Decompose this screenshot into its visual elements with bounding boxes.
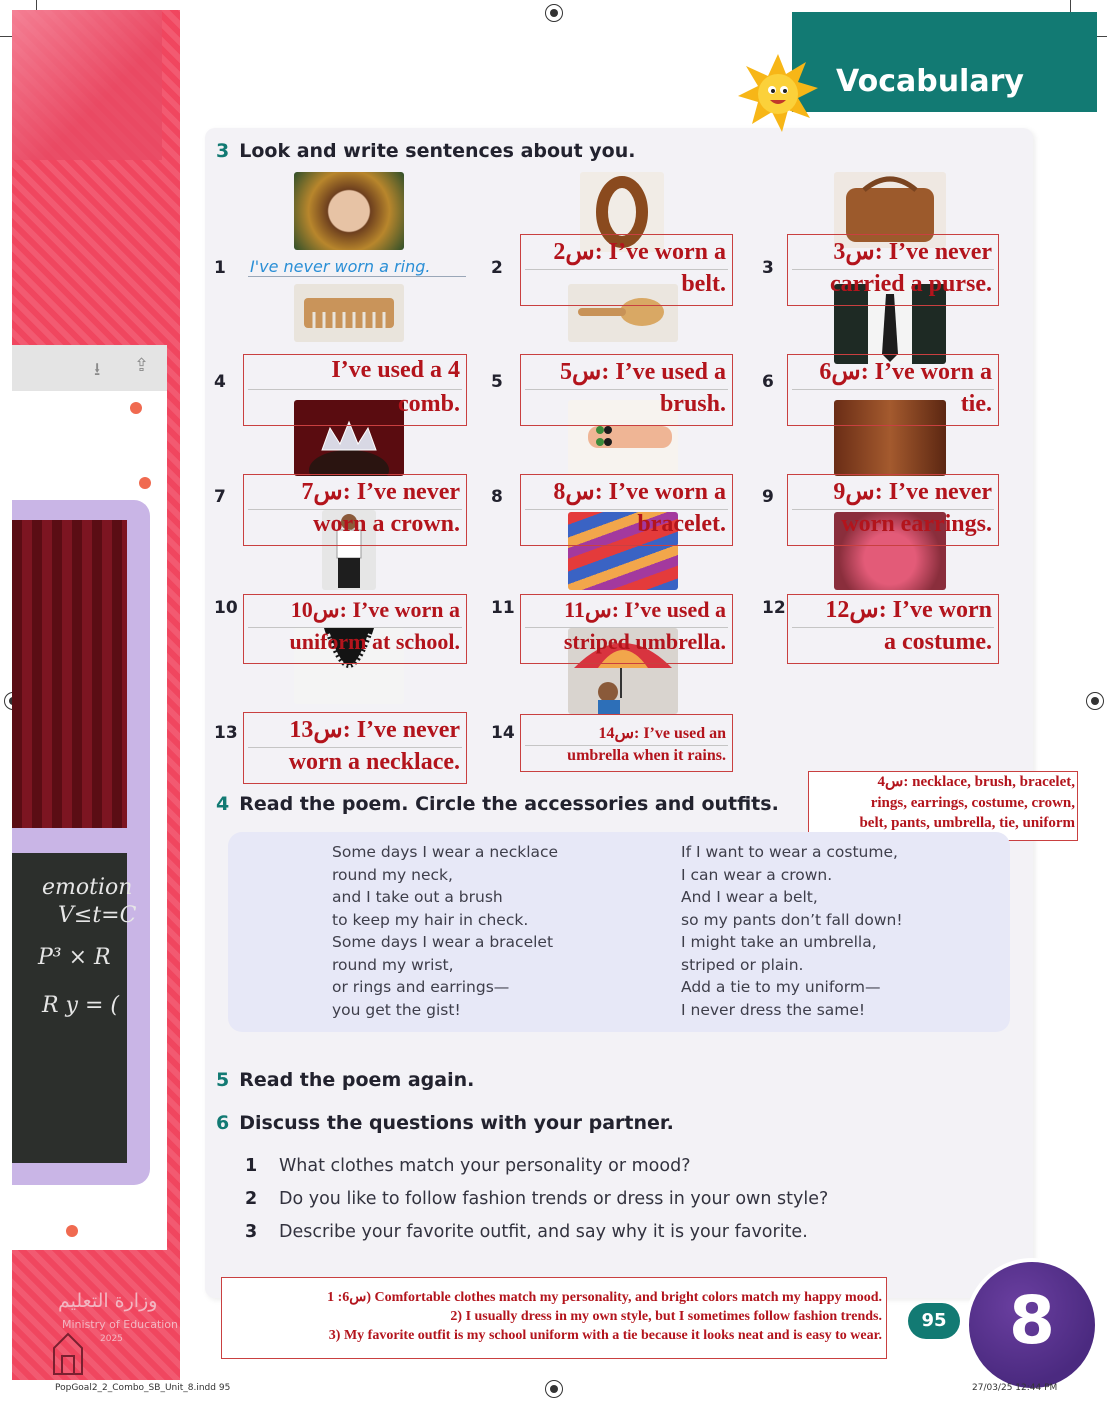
poem-line: If I want to wear a costume, <box>681 843 898 861</box>
item-number: 9 <box>762 487 774 507</box>
preview-photo-curtain <box>12 520 127 828</box>
answer-line: worn earrings. <box>841 511 992 537</box>
answer-line: س6: I’ve worn a <box>819 359 992 385</box>
question-text: Describe your favorite outfit, and say why it is your favorite. <box>279 1222 808 1242</box>
answer-box-4[interactable] <box>243 354 467 426</box>
chalk-text: P³ × R <box>38 945 111 970</box>
question-number: 2 <box>245 1189 258 1209</box>
exercise-6-heading <box>216 1112 674 1134</box>
question-text: Do you like to follow fashion trends or dress in your own style? <box>279 1189 829 1209</box>
writing-line <box>792 509 994 510</box>
answer-box-7[interactable] <box>243 474 467 546</box>
writing-line <box>248 389 462 390</box>
answer-line: I’ve used a 4 <box>331 357 460 383</box>
decor-dot <box>130 402 142 414</box>
registration-mark <box>545 1380 563 1398</box>
item-number: 4 <box>214 372 226 392</box>
answer-box-5[interactable] <box>520 354 733 426</box>
exercise-number: 5 <box>216 1069 230 1091</box>
poem-line: to keep my hair in check. <box>332 910 529 929</box>
answer-box-11[interactable] <box>520 594 733 664</box>
discussion-question <box>245 1222 808 1242</box>
answer-box-12[interactable] <box>787 594 999 664</box>
writing-line <box>525 627 728 628</box>
writing-line <box>792 627 994 628</box>
answer-box-14[interactable] <box>520 714 733 772</box>
ring-photo <box>294 172 404 250</box>
download-icon[interactable]: ⭳ <box>94 359 101 380</box>
item-number: 7 <box>214 487 226 507</box>
answer-line: tie. <box>960 391 992 417</box>
writing-line <box>248 509 462 510</box>
answer-line: س7: I’ve never <box>301 479 460 505</box>
answer-line: belt, pants, umbrella, tie, uniform <box>859 815 1075 831</box>
answer-line: س11: I’ve used a <box>564 597 726 622</box>
answer-line: س14: I’ve used an <box>598 725 726 742</box>
writing-line <box>525 509 728 510</box>
answer-line: س2: I’ve worn a <box>553 239 726 265</box>
decor-dot <box>139 477 151 489</box>
ministry-year: 2025 <box>100 1334 123 1344</box>
unit-number-badge: 8 <box>965 1258 1099 1392</box>
comb-photo <box>294 284 404 342</box>
page-number: 95 <box>908 1303 960 1339</box>
answer-line: striped umbrella. <box>563 629 726 654</box>
chalk-text: R y = ( <box>42 993 119 1018</box>
preview-photo-chalkboard <box>12 853 137 1163</box>
answer-line: س10: I’ve worn a <box>290 597 460 622</box>
item-number: 1 <box>214 258 226 278</box>
answer-line: س4: necklace, brush, bracelet, <box>877 774 1075 790</box>
ministry-english: Ministry of Education <box>62 1318 179 1331</box>
writing-line <box>525 745 728 746</box>
poem-line: Some days I wear a necklace <box>332 843 559 861</box>
answer-line: rings, earrings, costume, crown, <box>870 794 1075 811</box>
exercise-number: 6 <box>216 1112 230 1134</box>
item-number: 10 <box>214 598 238 618</box>
item-number: 14 <box>491 723 515 743</box>
decor-dot <box>66 1225 78 1237</box>
answer-line: umbrella when it rains. <box>567 747 726 764</box>
poem-stanza-right <box>681 841 903 1021</box>
answer-line: brush. <box>659 391 726 417</box>
answer-box-10[interactable] <box>243 594 467 664</box>
poem-stanza-left <box>332 841 558 1021</box>
answer-box-8[interactable] <box>520 474 733 546</box>
answer-line: س3: I’ve never <box>833 239 992 265</box>
poem-line: round my neck, <box>332 865 453 884</box>
poem-line: striped or plain. <box>681 955 804 974</box>
chalk-text: emotion <box>42 875 133 900</box>
item-number: 8 <box>491 487 503 507</box>
exercise-title: Read the poem again. <box>239 1069 475 1091</box>
writing-line <box>248 627 462 628</box>
writing-line <box>792 269 994 270</box>
footer-file-info: PopGoal2_2_Combo_SB_Unit_8.indd 95 <box>55 1383 231 1393</box>
ministry-logo-text: وزارة التعليم <box>58 1290 158 1312</box>
poem-line: and I take out a brush <box>332 888 503 906</box>
answer-line: belt. <box>681 271 726 297</box>
writing-line <box>525 269 728 270</box>
sun-mascot-icon <box>736 52 820 136</box>
discussion-question <box>245 1156 691 1176</box>
preview-toolbar <box>12 345 167 391</box>
answer-line: uniform at school. <box>289 629 460 654</box>
answer-box-13[interactable] <box>243 712 467 784</box>
answer-line: س12: I’ve worn <box>825 597 992 623</box>
item-number: 5 <box>491 372 503 392</box>
poem-line: Add a tie to my uniform— <box>681 978 881 996</box>
poem-line: I never dress the same! <box>681 1000 866 1019</box>
answer-box-6[interactable] <box>787 354 999 426</box>
exercise-title: Read the poem. Circle the accessories and outfits. <box>239 793 779 815</box>
poem-line: I might take an umbrella, <box>681 933 877 951</box>
accessories-answer-box[interactable] <box>808 771 1078 841</box>
exercise-title: Discuss the questions with your partner. <box>239 1112 674 1134</box>
poem-line: I can wear a crown. <box>681 865 833 884</box>
answer-line: 2) I usually dress in my own style, but I sometimes follow fashion trends. <box>450 1309 882 1324</box>
exercise-number: 3 <box>216 140 230 162</box>
chalk-text: V≤t=C <box>58 903 137 928</box>
item-number: 11 <box>491 598 515 618</box>
poem-line: And I wear a belt, <box>681 888 818 906</box>
example-answer: I've never worn a ring. <box>250 257 431 276</box>
item-number: 6 <box>762 372 774 392</box>
answer-line: comb. <box>398 391 460 417</box>
item-number: 13 <box>214 723 238 743</box>
page-fold-decor <box>12 10 162 160</box>
poem-line: you get the gist! <box>332 1000 461 1019</box>
ministry-emblem-icon <box>48 1330 88 1376</box>
discussion-answer-box[interactable] <box>221 1277 887 1359</box>
exercise-5-heading <box>216 1069 474 1091</box>
registration-mark <box>1086 692 1104 710</box>
writing-line <box>525 389 728 390</box>
section-title: Vocabulary <box>836 64 1024 99</box>
answer-line: س6: 1) Comfortable clothes match my personality, and bright colors match my happy mood. <box>327 1290 882 1305</box>
answer-box-2[interactable] <box>520 234 733 306</box>
answer-line: bracelet. <box>637 511 726 537</box>
item-number: 12 <box>762 598 786 618</box>
poem-line: round my wrist, <box>332 955 454 974</box>
answer-line: س8: I’ve worn a <box>553 479 726 505</box>
item-number: 2 <box>491 258 503 278</box>
exercise-4-heading <box>216 793 779 815</box>
answer-line: worn a crown. <box>313 511 460 537</box>
writing-line <box>792 389 994 390</box>
poem-line: so my pants don’t fall down! <box>681 910 903 929</box>
poem-line: or rings and earrings— <box>332 978 510 996</box>
poem-line: Some days I wear a bracelet <box>332 933 554 951</box>
answer-line: س9: I’ve never <box>833 479 992 505</box>
exercise-title: Look and write sentences about you. <box>239 140 636 162</box>
question-number: 1 <box>245 1156 258 1176</box>
exercise-number: 4 <box>216 793 230 815</box>
answer-line: س13: I’ve never <box>289 717 460 743</box>
answer-line: a costume. <box>884 629 992 655</box>
writing-line <box>248 276 466 277</box>
answer-line: worn a necklace. <box>288 749 460 775</box>
writing-line <box>248 747 462 748</box>
footer-date: 27/03/25 12:44 PM <box>972 1383 1058 1393</box>
item-number: 3 <box>762 258 774 278</box>
discussion-question <box>245 1189 828 1209</box>
answer-box-9[interactable] <box>787 474 999 546</box>
question-number: 3 <box>245 1222 258 1242</box>
answer-line: س5: I’ve used a <box>560 359 726 385</box>
registration-mark <box>545 4 563 22</box>
question-text: What clothes match your personality or mood? <box>279 1156 691 1176</box>
exercise-3-heading <box>216 140 635 162</box>
answer-line: carried a purse. <box>830 271 992 297</box>
answer-line: 3) My favorite outfit is my school uniform with a tie because it looks neat and is easy to wear. <box>328 1328 882 1343</box>
share-icon[interactable]: ⇪ <box>134 355 150 376</box>
answer-box-3[interactable] <box>787 234 999 306</box>
